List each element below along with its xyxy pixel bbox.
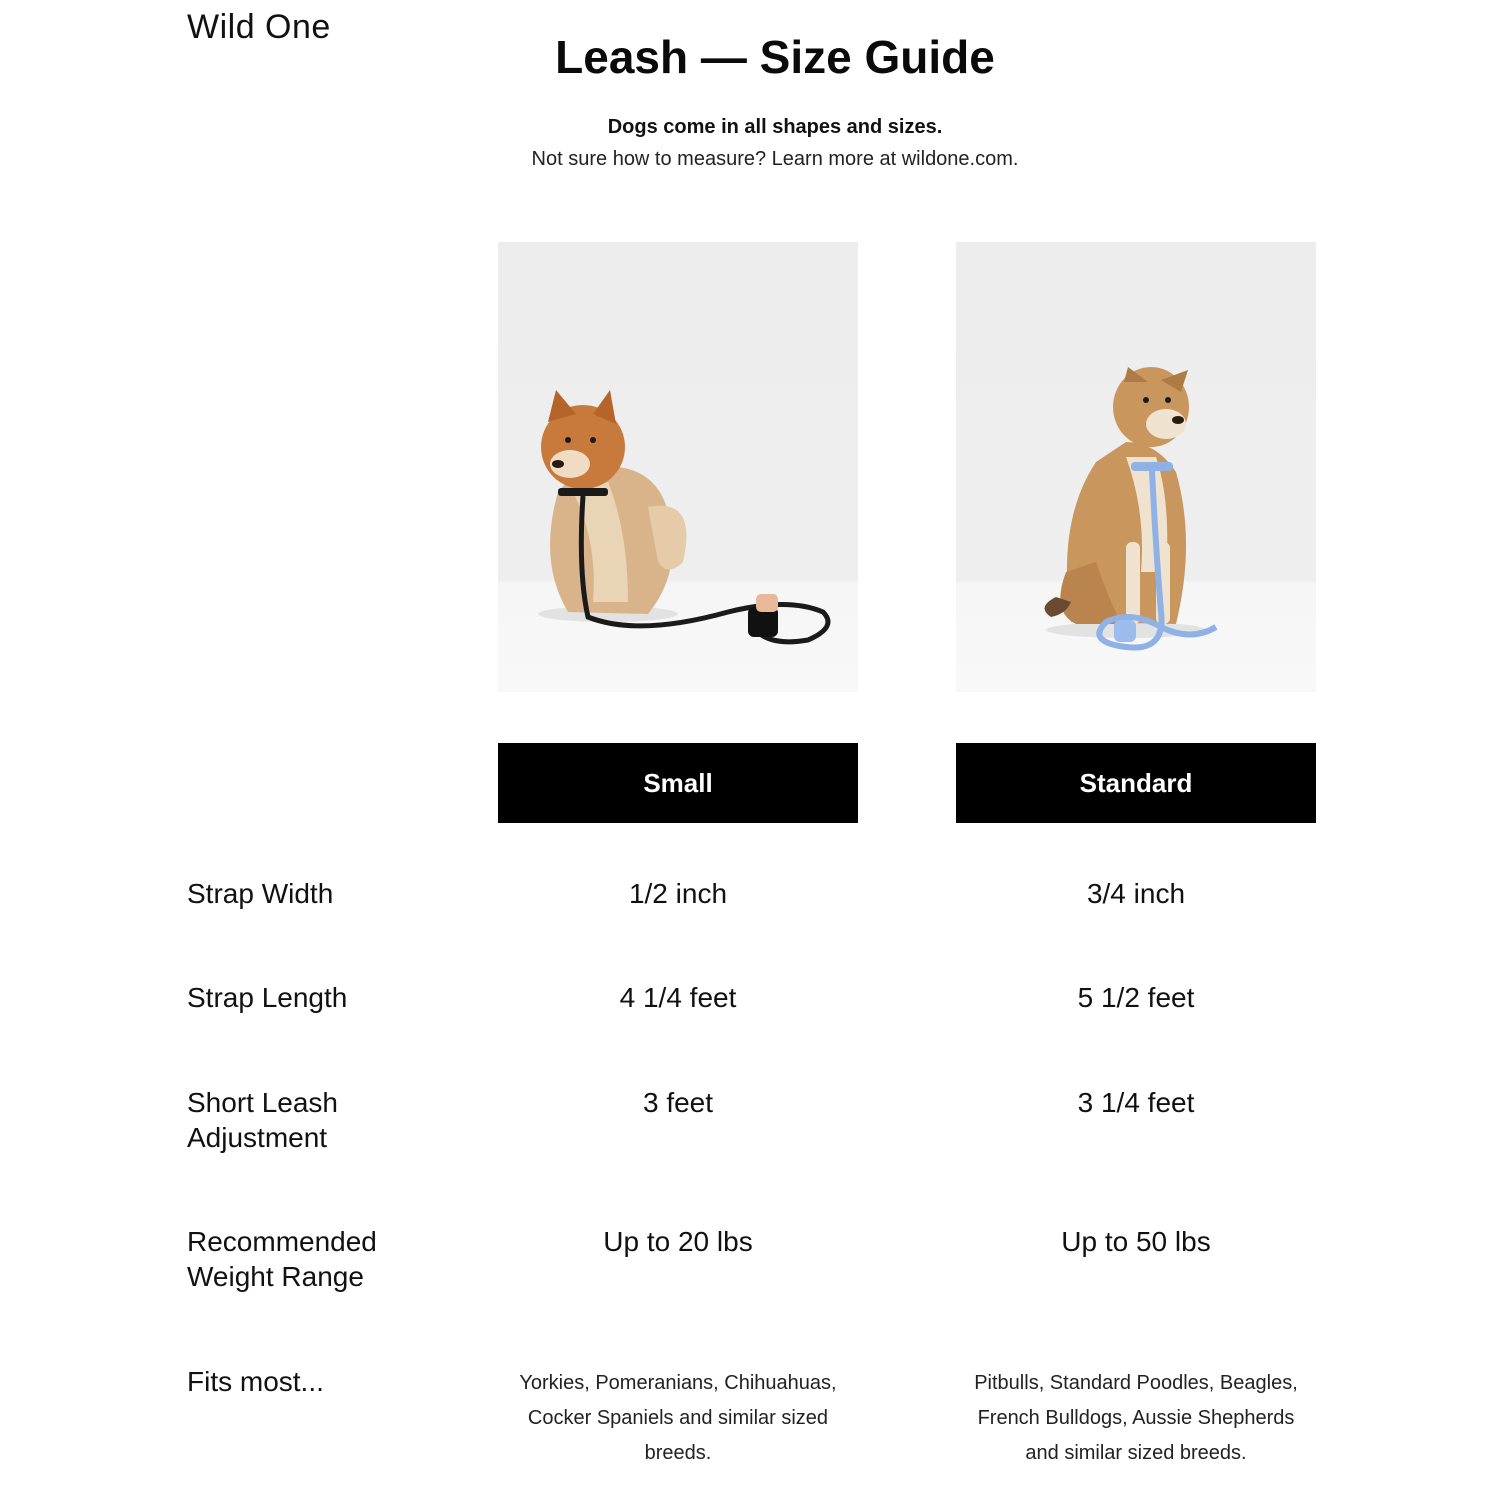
weight-range-standard: Up to 50 lbs xyxy=(1061,1226,1211,1257)
size-header-standard: Standard xyxy=(956,743,1316,823)
mixed-breed-dog-illustration xyxy=(956,242,1316,692)
pomeranian-illustration xyxy=(498,242,858,692)
weight-range-small: Up to 20 lbs xyxy=(603,1226,753,1257)
row-label-short-leash: Short Leash Adjustment xyxy=(187,1087,338,1153)
page-title: Leash — Size Guide xyxy=(555,31,995,83)
fits-most-small: Yorkies, Pomeranians, Chihuahuas, Cocker Spaniels and similar sized breeds. xyxy=(519,1372,837,1464)
short-leash-standard: 3 1/4 feet xyxy=(1077,1087,1195,1118)
measure-note: Not sure how to measure? Learn more at wildone.com. xyxy=(531,148,1019,170)
row-label-strap-width: Strap Width xyxy=(187,878,334,909)
row-label-strap-length: Strap Length xyxy=(187,982,348,1013)
small-dog-photo xyxy=(498,242,858,692)
brand-logo: Wild One xyxy=(187,8,331,46)
strap-width-small: 1/2 inch xyxy=(628,878,728,909)
row-label-fits-most: Fits most... xyxy=(187,1366,324,1397)
short-leash-small: 3 feet xyxy=(642,1087,714,1118)
strap-width-standard: 3/4 inch xyxy=(1086,878,1186,909)
fits-most-standard: Pitbulls, Standard Poodles, Beagles, French Bulldogs, Aussie Shepherds and similar sized breeds. xyxy=(974,1372,1298,1464)
subtitle: Dogs come in all shapes and sizes. xyxy=(607,116,943,138)
strap-length-small: 4 1/4 feet xyxy=(619,982,737,1013)
standard-dog-photo xyxy=(956,242,1316,692)
size-header-small: Small xyxy=(498,743,858,823)
row-label-weight-range: Recommended Weight Range xyxy=(187,1226,377,1292)
strap-length-standard: 5 1/2 feet xyxy=(1077,982,1195,1013)
